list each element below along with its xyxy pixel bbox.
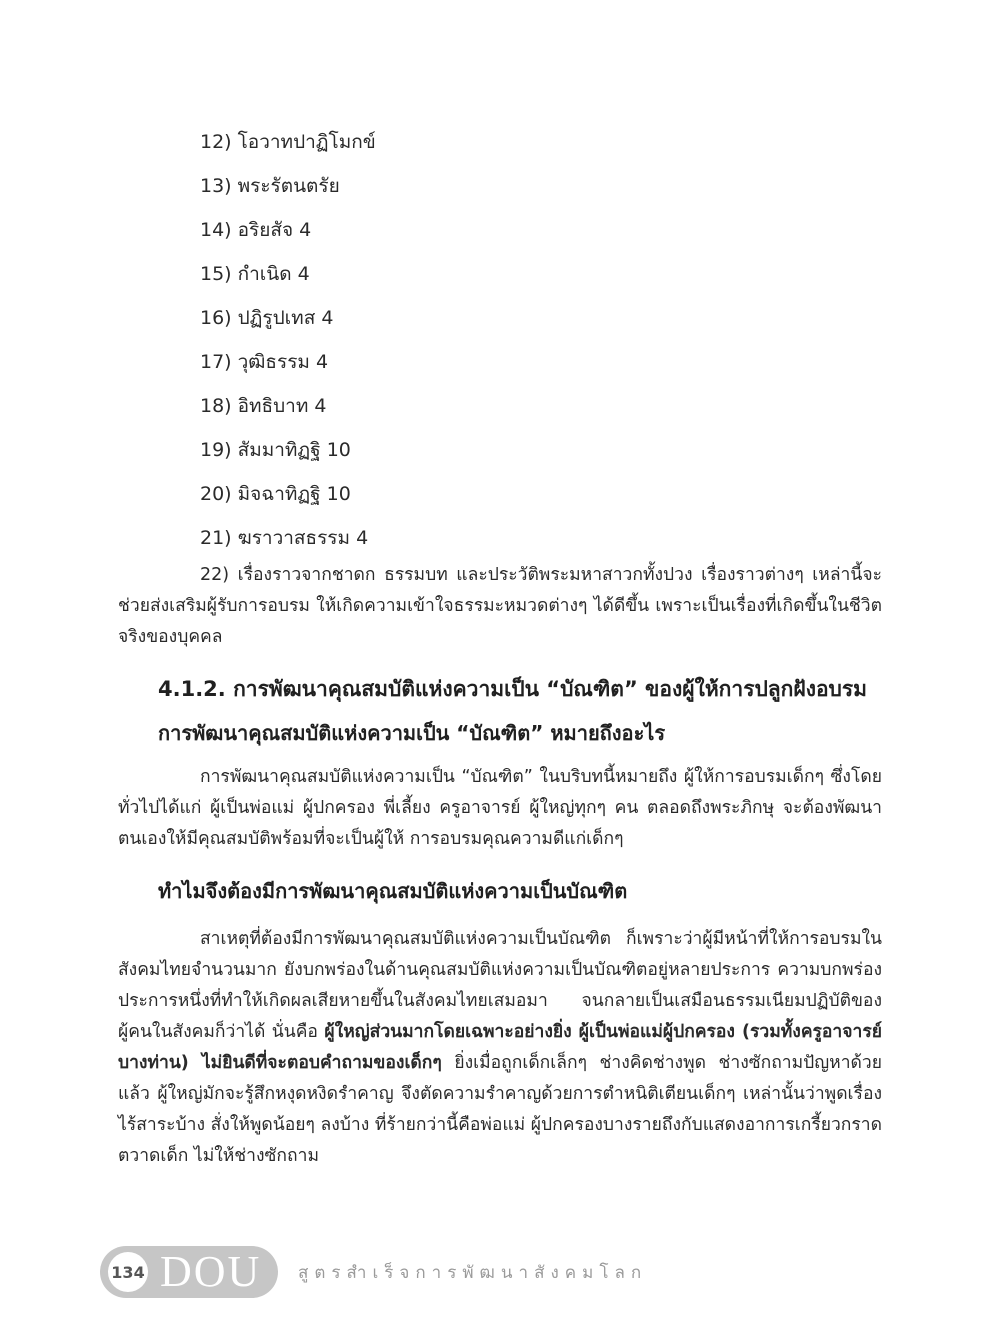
- paragraph-why-emphasis: ผู้ใหญ่ส่วนมากโดยเฉพาะอย่างยิ่ง ผู้เป็นพ่อแม่ผู้ปกครอง (รวมทั้งครูอาจารย์บางท่าน) ไม่ยินดีที่จะตอบคำถามของเด็กๆ: [118, 1022, 882, 1073]
- list-item: 18) อิทธิบาท 4: [200, 395, 327, 417]
- list-item: 12) โอวาทปาฏิโมกข์: [200, 131, 376, 153]
- paragraph-why: [118, 924, 882, 1172]
- list-item: 21) ฆราวาสธรรม 4: [200, 527, 369, 549]
- series-title: สูตรสำเร็จการพัฒนาสังคมโลก: [298, 1262, 648, 1283]
- section-heading: 4.1.2. การพัฒนาคุณสมบัติแห่งความเป็น “บัณฑิต” ของผู้ให้การปลูกฝังอบรม: [158, 677, 868, 701]
- list-item: 14) อริยสัจ 4: [200, 219, 312, 241]
- list-item: 17) วุฒิธรรม 4: [200, 351, 329, 373]
- page-footer: [100, 1246, 647, 1298]
- list-item: 20) มิจฉาทิฏฐิ 10: [200, 483, 351, 505]
- page-number: 134: [108, 1252, 148, 1292]
- list-item: 16) ปฏิรูปเทส 4: [200, 307, 334, 329]
- list-item: 19) สัมมาทิฏฐิ 10: [200, 439, 351, 461]
- subheading-meaning: การพัฒนาคุณสมบัติแห่งความเป็น “บัณฑิต” หมายถึงอะไร: [158, 721, 666, 745]
- paragraph-item-22: 22) เรื่องราวจากชาดก ธรรมบท และประวัติพระมหาสาวกทั้งปวง เรื่องราวต่างๆ เหล่านี้จะช่วยส่งเสริมผู้รับการอบรม ให้เกิดความเข้าใจธรรมะหมวดต่างๆ ได้ดีขึ้น เพราะเป็นเรื่องที่เกิดขึ้นในชีวิตจริงของบุคคล: [118, 565, 882, 647]
- subheading-why: ทำไมจึงต้องมีการพัฒนาคุณสมบัติแห่งความเป็นบัณฑิต: [158, 879, 628, 903]
- footer-badge: [100, 1246, 278, 1298]
- paragraph-meaning: การพัฒนาคุณสมบัติแห่งความเป็น “บัณฑิต” ในบริบทนี้หมายถึง ผู้ให้การอบรมเด็กๆ ซึ่งโดยทั่วไปได้แก่ ผู้เป็นพ่อแม่ ผู้ปกครอง พี่เลี้ยง ครูอาจารย์ ผู้ใหญ่ทุกๆ คน ตลอดถึงพระภิกษุ จะต้องพัฒนาตนเองให้มีคุณสมบัติพร้อมที่จะเป็นผู้ให้ การอบรมคุณความดีแก่เด็กๆ: [118, 767, 882, 849]
- dhamma-topics-list: [200, 120, 376, 560]
- list-item: 15) กำเนิด 4: [200, 263, 310, 285]
- list-item: 13) พระรัตนตรัย: [200, 175, 340, 197]
- paragraph-why-text: สาเหตุที่ต้องมีการพัฒนาคุณสมบัติแห่งความเป็นบัณฑิต ก็เพราะว่าผู้มีหน้าที่ให้การอบรมในสังคมไทยจำนวนมาก ยังบกพร่องในด้านคุณสมบัติแห่งความเป็นบัณฑิตอยู่หลายประการ ความบกพร่องประการหนึ่งที่ทำให้เกิดผลเสียหายขึ้นในสังคมไทยเสมอมา จนกลายเป็นเสมือนธรรมเนียมปฏิบัติของผู้คนในสังคมก็ว่าได้ นั่นคือ: [118, 929, 882, 1042]
- dou-logo: DOU: [160, 1247, 262, 1296]
- paragraph-why-text-cont: ยิ่งเมื่อถูกเด็กเล็กๆ ช่างคิดช่างพูด ช่างซักถามปัญหาด้วยแล้ว ผู้ใหญ่มักจะรู้สึกหงุดหงิดรำคาญ จึงตัดความรำคาญด้วยการตำหนิติเตียนเด็กๆ เหล่านั้นว่าพูดเรื่องไร้สาระบ้าง สั่งให้พูดน้อยๆ ลงบ้าง ที่ร้ายกว่านี้คือพ่อแม่ ผู้ปกครองบางรายถึงกับแสดงอาการเกรี้ยวกราดตวาดเด็ก ไม่ให้ช่างซักถาม: [118, 1053, 882, 1166]
